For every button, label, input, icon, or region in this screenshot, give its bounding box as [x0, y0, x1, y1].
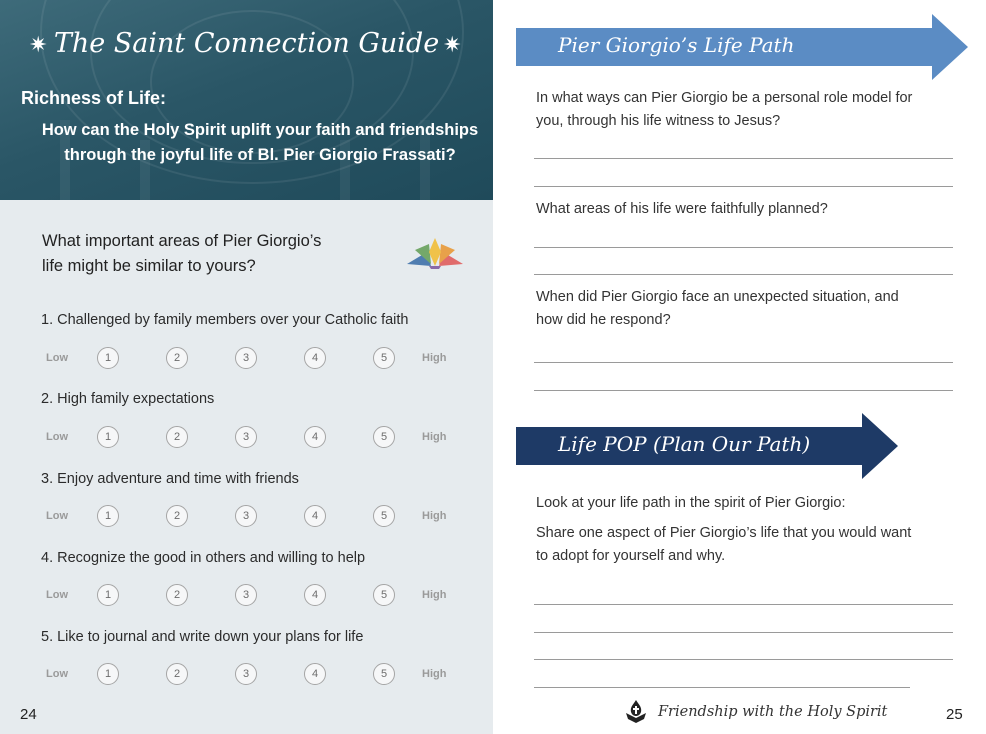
scale-low-label: Low: [46, 510, 68, 522]
scale-high-label: High: [422, 352, 447, 364]
rating-option[interactable]: 3: [235, 584, 257, 606]
intro-line1: What important areas of Pier Giorgio’s: [42, 232, 322, 250]
scale-high-label: High: [422, 589, 447, 601]
richness-question: [40, 118, 480, 168]
scale-low-label: Low: [46, 352, 68, 364]
rating-option[interactable]: 1: [97, 347, 119, 369]
page-number-right: 25: [946, 706, 963, 723]
question-unexpected-line1: When did Pier Giorgio face an unexpected situation, and: [536, 289, 899, 305]
rating-option[interactable]: 1: [97, 505, 119, 527]
rating-option[interactable]: 5: [373, 426, 395, 448]
life-pop-heading: Life POP (Plan Our Path): [558, 432, 811, 456]
question-role-model-line2: you, through his life witness to Jesus?: [536, 113, 781, 129]
intro-question: [42, 229, 372, 279]
pop-question: [536, 522, 956, 568]
flame-logo-icon: [405, 236, 465, 270]
question-unexpected-line2: how did he respond?: [536, 312, 671, 328]
rating-option[interactable]: 5: [373, 505, 395, 527]
answer-line[interactable]: [534, 659, 953, 660]
rating-option[interactable]: 5: [373, 347, 395, 369]
question-role-model: [536, 87, 956, 133]
dove-flame-icon: [624, 699, 648, 725]
footer-title: Friendship with the Holy Spirit: [658, 704, 888, 720]
star-icon-right: ✷: [443, 32, 462, 57]
answer-line[interactable]: [534, 362, 953, 363]
life-path-heading: Pier Giorgio’s Life Path: [558, 33, 795, 57]
rating-option[interactable]: 5: [373, 663, 395, 685]
rating-option[interactable]: 3: [235, 426, 257, 448]
rating-option[interactable]: 2: [166, 663, 188, 685]
rating-item-label: 5. Like to journal and write down your plans for life: [41, 629, 364, 645]
answer-line[interactable]: [534, 158, 953, 159]
rating-option[interactable]: 2: [166, 584, 188, 606]
rating-option[interactable]: 3: [235, 505, 257, 527]
question-unexpected-situation: [536, 286, 956, 332]
scale-low-label: Low: [46, 431, 68, 443]
rating-item-label: 4. Recognize the good in others and willing to help: [41, 550, 366, 566]
rating-scale: [46, 584, 456, 608]
star-icon-left: ✷: [29, 32, 48, 57]
header-banner: [0, 0, 493, 200]
rating-scale: [46, 347, 456, 371]
rating-option[interactable]: 1: [97, 663, 119, 685]
answer-line[interactable]: [534, 186, 953, 187]
rating-scale: [46, 663, 456, 687]
rating-option[interactable]: 4: [304, 663, 326, 685]
answer-line[interactable]: [534, 390, 953, 391]
richness-label: Richness of Life:: [21, 88, 167, 108]
pop-intro: Look at your life path in the spirit of Pier Giorgio:: [536, 495, 846, 511]
scale-high-label: High: [422, 510, 447, 522]
rating-scale: [46, 426, 456, 450]
answer-line[interactable]: [534, 247, 953, 248]
rating-option[interactable]: 4: [304, 426, 326, 448]
richness-question-line1: How can the Holy Spirit uplift your faith and friendships: [41, 121, 479, 139]
intro-line2: life might be similar to yours?: [42, 257, 256, 275]
rating-option[interactable]: 1: [97, 584, 119, 606]
rating-option[interactable]: 1: [97, 426, 119, 448]
rating-item-label: 2. High family expectations: [41, 391, 215, 407]
rating-item-label: 1. Challenged by family members over your Catholic faith: [41, 312, 409, 328]
rating-option[interactable]: 2: [166, 505, 188, 527]
rating-item-label: 3. Enjoy adventure and time with friends: [41, 471, 299, 487]
rating-option[interactable]: 2: [166, 426, 188, 448]
scale-high-label: High: [422, 668, 447, 680]
question-role-model-line1: In what ways can Pier Giorgio be a personal role model for: [536, 90, 913, 106]
answer-line[interactable]: [534, 604, 953, 605]
rating-option[interactable]: 3: [235, 663, 257, 685]
scale-low-label: Low: [46, 668, 68, 680]
rating-option[interactable]: 4: [304, 584, 326, 606]
scale-low-label: Low: [46, 589, 68, 601]
pop-question-line2: to adopt for yourself and why.: [536, 548, 726, 564]
question-planned-areas: What areas of his life were faithfully planned?: [536, 201, 828, 217]
richness-question-line2: through the joyful life of Bl. Pier Giorgio Frassati?: [64, 146, 456, 164]
rating-option[interactable]: 5: [373, 584, 395, 606]
answer-line[interactable]: [534, 687, 910, 688]
scale-high-label: High: [422, 431, 447, 443]
rating-option[interactable]: 2: [166, 347, 188, 369]
answer-line[interactable]: [534, 274, 953, 275]
page-title: The Saint Connection Guide: [53, 28, 440, 59]
pop-question-line1: Share one aspect of Pier Giorgio’s life that you would want: [536, 525, 912, 541]
rating-option[interactable]: 4: [304, 347, 326, 369]
rating-option[interactable]: 4: [304, 505, 326, 527]
rating-option[interactable]: 3: [235, 347, 257, 369]
page-number-left: 24: [20, 706, 37, 723]
answer-line[interactable]: [534, 632, 953, 633]
rating-scale: [46, 505, 456, 529]
